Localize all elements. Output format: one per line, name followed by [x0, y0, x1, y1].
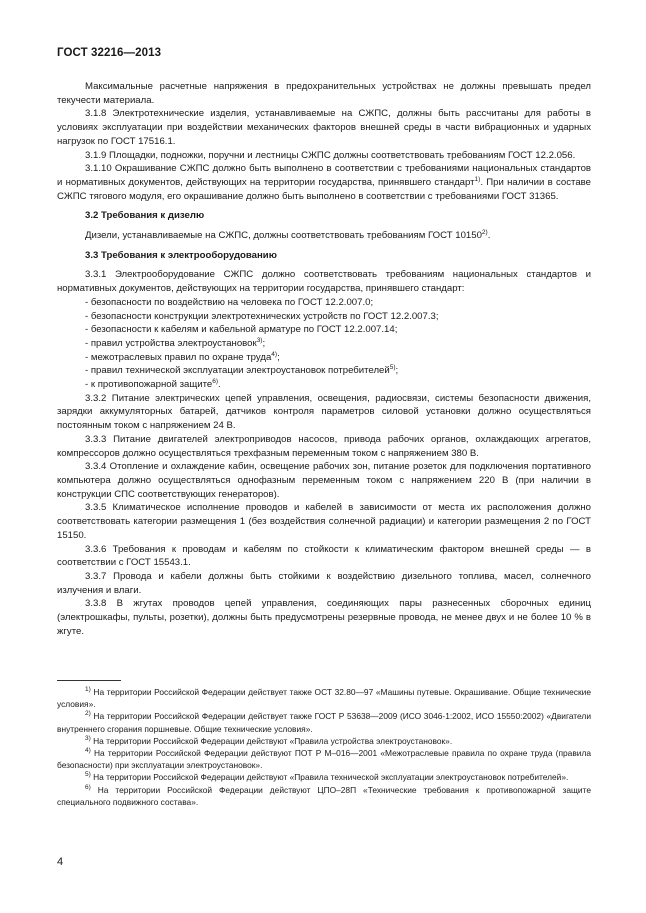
list-item-text: ; — [262, 337, 266, 349]
footnote-text: На территории Российской Федерации действует также ОСТ 32.80—97 «Машины путевые. Окрашивание. Общие технические условия». — [57, 687, 591, 710]
footnote — [57, 710, 591, 734]
paragraph: Максимальные расчетные напряжения в предохранительных устройствах не должны превышать предел текучести материала. — [57, 81, 591, 106]
list-item-text: . — [218, 379, 221, 391]
document-body — [57, 80, 591, 638]
clause-3-3-1: 3.3.1 Электрооборудование СЖПС должно соответствовать требованиям национальных стандартов и нормативных документов, действующих на территории государства, принявшего стандарт: — [57, 269, 591, 295]
section-heading-3-2: 3.2 Требования к дизелю — [85, 210, 205, 222]
clause-3-3-3: 3.3.3 Питание двигателей электроприводов насосов, привода рабочих органов, охлаждающих агрегатов, компрессоров должно осуществляться трехфазным переменным током с напряжением 380 В. — [57, 433, 591, 459]
page-number: 4 — [57, 856, 64, 868]
list-item: - безопасности к кабелям и кабельной арматуре по ГОСТ 12.2.007.14; — [85, 324, 398, 336]
footnote-ref: 2) — [481, 229, 488, 237]
footnote-mark: 3) — [85, 734, 91, 742]
clause-3-3-4: 3.3.4 Отопление и охлаждение кабин, освещение рабочих зон, питание розеток для подключения портативного компьютера должно осуществляться однофазным переменным током с напряжением 220 В (при наличии в конструкции СПС соответствующих генераторов). — [57, 461, 591, 500]
list-item — [57, 364, 591, 378]
clause-3-1-10 — [57, 162, 591, 203]
clause-text: 3.1.10 Окрашивание СЖПС должно быть выполнено в соответствии с требованиями национальных стандартов и нормативных документов, действующих на территории государства, принявшего стандарт — [57, 163, 591, 188]
footnote-text: На территории Российской Федерации действуют ЦПО–28П «Технические требования к противопожарной защите специального подвижного состава». — [57, 784, 591, 807]
footnotes — [57, 686, 591, 808]
footnote — [57, 784, 591, 808]
clause-text: Дизели, устанавливаемые на СЖПС, должны соответствовать требованиям ГОСТ 10150 — [85, 230, 482, 242]
clause-3-3-6: 3.3.6 Требования к проводам и кабелям по стойкости к климатическим фактором внешней среды — в соответствии с ГОСТ 15543.1. — [57, 543, 591, 569]
clause-3-3-7: 3.3.7 Провода и кабели должны быть стойкими к воздействию дизельного топлива, масел, солнечного излучения и влаги. — [57, 570, 591, 596]
clause-3-2 — [57, 229, 591, 243]
list-item-text: ; — [277, 351, 280, 363]
section-heading-3-3: 3.3 Требования к электрооборудованию — [85, 249, 277, 261]
footnote-mark: 4) — [85, 747, 91, 755]
clause-text: . При наличии в составе СЖПС тягового модуля, его окрашивание должно быть выполнено в соответствии с требованиями ГОСТ 31365. — [57, 176, 591, 202]
footnote — [57, 735, 591, 747]
clause-3-1-9: 3.1.9 Площадки, подножки, поручни и лестницы СЖПС должны соответствовать требованиям ГОСТ 12.2.056. — [85, 149, 576, 161]
footnote-ref: 1) — [474, 175, 481, 183]
footnote-mark: 6) — [85, 783, 91, 791]
clause-3-1-8: 3.1.8 Электротехнические изделия, устанавливаемые на СЖПС, должны быть рассчитаны для работы в условиях эксплуатации при воздействии механических факторов внешней среды в части вибрационных и ударных нагрузок по ГОСТ 17516.1. — [57, 108, 591, 147]
document-header: ГОСТ 32216—2013 — [57, 47, 162, 59]
clause-text: . — [487, 230, 491, 242]
footnote-mark: 2) — [85, 710, 91, 718]
footnote-ref: 6) — [212, 378, 219, 386]
list-item — [57, 337, 591, 351]
list-item-text: - межотраслевых правил по охране труда — [85, 351, 272, 363]
footnote-ref: 4) — [271, 350, 278, 358]
list-item: - безопасности по воздействию на человека по ГОСТ 12.2.007.0; — [85, 296, 374, 308]
footnote-text: На территории Российской Федерации действует также ГОСТ Р 53638—2009 (ИСО 3046-1:2002, ИСО 15550:2002) «Двигатели внутреннего сгорания поршневые. Общие технические условия». — [57, 711, 591, 734]
footnote-mark: 5) — [85, 771, 91, 779]
list-item-text: ; — [395, 365, 399, 377]
footnote-text: На территории Российской Федерации действуют «Правила устройства электроустановок». — [90, 735, 453, 746]
footnote — [57, 747, 591, 771]
footnote-ref: 3) — [256, 336, 263, 344]
list-item-text: - правил технической эксплуатации электроустановок потребителей — [85, 365, 390, 377]
footnote — [57, 771, 591, 783]
footnote-text: На территории Российской Федерации действуют ПОТ Р М–016—2001 «Межотраслевые правила по охране труда (правила безопасности) при эксплуатации электроустановок». — [57, 748, 591, 771]
list-item-text: - правил устройства электроустановок — [85, 337, 257, 349]
footnote-text: На территории Российской Федерации действуют «Правила технической эксплуатации электроустановок потребителей». — [90, 772, 569, 783]
clause-3-3-2: 3.3.2 Питание электрических цепей управления, освещения, радиосвязи, системы безопасности движения, зарядки аккумуляторных батарей, датчиков контроля параметров силовой установки должно осуществляться постоянным током с напряжением 24 В. — [57, 392, 591, 432]
list-item — [57, 378, 591, 392]
footnote — [57, 686, 591, 710]
footnote-mark: 1) — [85, 686, 91, 693]
footnote-divider — [57, 680, 121, 681]
clause-3-3-5: 3.3.5 Климатическое исполнение проводов и кабелей в зависимости от места их расположения должно соответствовать категории размещения 1 (без воздействия солнечной радиации) и категории размещения 2 по ГОСТ 15150. — [57, 502, 591, 541]
list-item-text: - к противопожарной защите — [85, 379, 213, 391]
clause-3-3-8: 3.3.8 В жгутах проводов цепей управления, соединяющих пары разнесенных сборочных единиц (электрошкафы, пульты, розетки), должны быть предусмотрены резервные провода, не менее двух и не более 10 % в жгуте. — [57, 598, 591, 637]
footnote-ref: 5) — [389, 364, 396, 372]
list-item: - безопасности конструкции электротехнических устройств по ГОСТ 12.2.007.3; — [85, 310, 439, 322]
list-item — [57, 351, 591, 365]
